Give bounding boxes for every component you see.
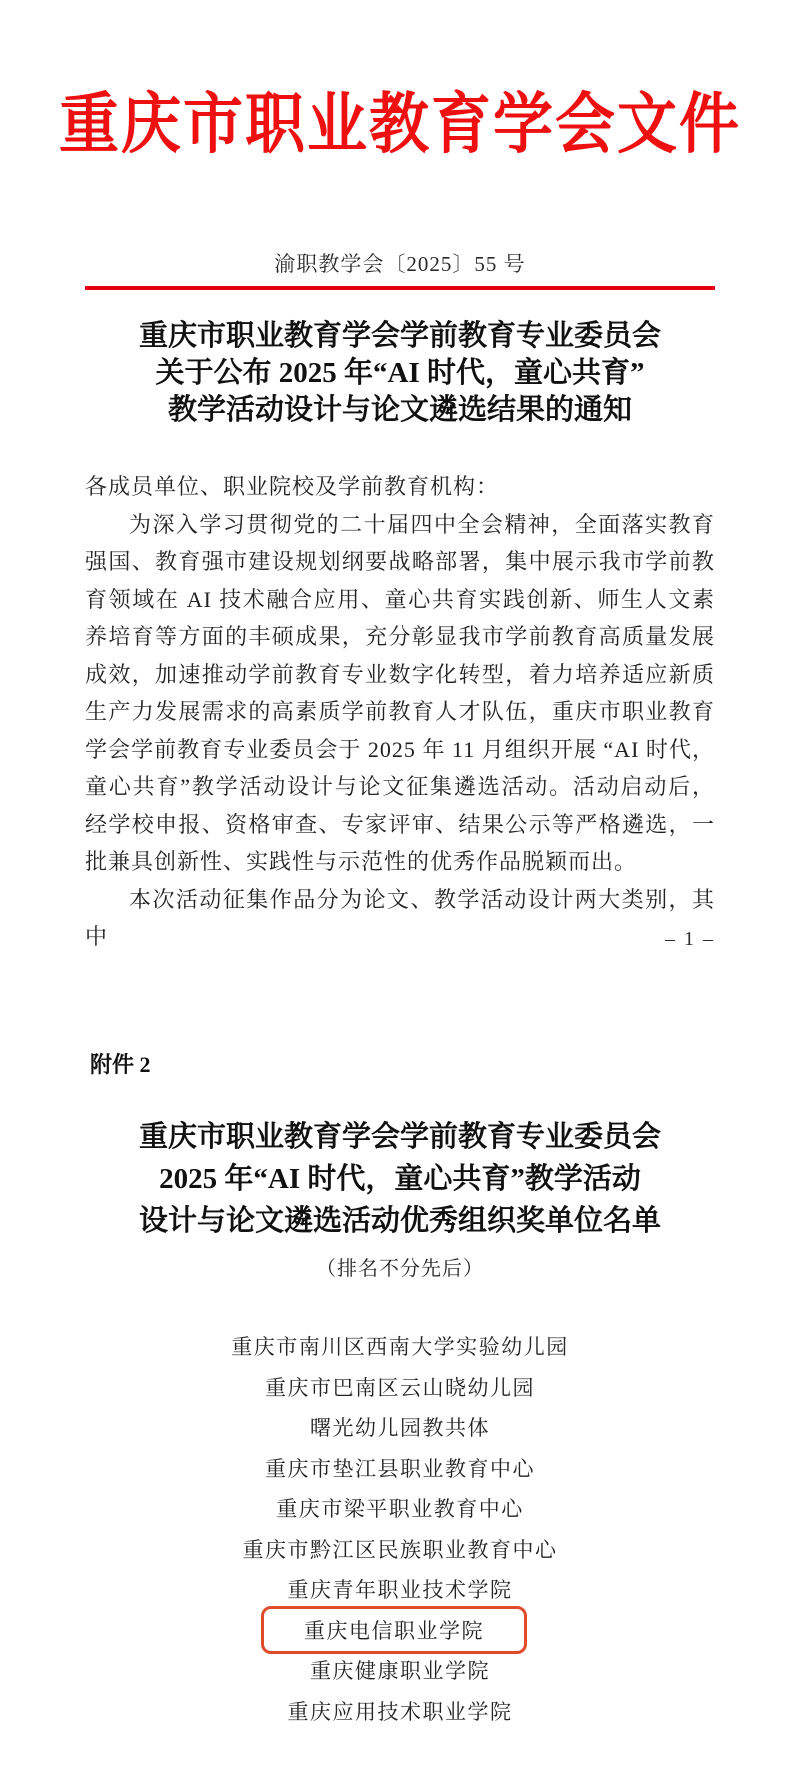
org-name: 重庆市垫江县职业教育中心 bbox=[265, 1456, 535, 1481]
org-list-item-highlighted bbox=[0, 1610, 800, 1651]
attachment-label: 附件 2 bbox=[90, 1052, 151, 1077]
attachment-title-line-1: 重庆市职业教育学会学前教育专业委员会 bbox=[138, 1121, 661, 1153]
salutation: 各成员单位、职业院校及学前教育机构： bbox=[85, 474, 500, 499]
attachment-title bbox=[0, 1116, 800, 1242]
notice-body bbox=[85, 468, 715, 956]
org-list-item bbox=[0, 1448, 800, 1489]
org-list-item bbox=[0, 1367, 800, 1408]
notice-title-line-3: 教学活动设计与论文遴选结果的通知 bbox=[167, 394, 632, 426]
org-name: 曙光幼儿园教共体 bbox=[310, 1416, 490, 1441]
org-name: 重庆电信职业学院 bbox=[304, 1618, 484, 1643]
org-name: 重庆市黔江区民族职业教育中心 bbox=[242, 1537, 558, 1562]
org-list-item bbox=[0, 1488, 800, 1529]
document-number: 渝职教学会〔2025〕55 号 bbox=[274, 252, 526, 276]
body-paragraph-1: 为深入学习贯彻党的二十届四中全会精神，全面落实教育强国、教育强市建设规划纲要战略部署，集中展示我市学前教育领域在 AI 技术融合应用、童心共育实践创新、师生人文素养培育等方面的丰硕成果，充分彰显我市学前教育高质量发展成效，加速推动学前教育专业数字化转型，着力培养适应新质生产力发展需求的高素质学前教育人才队伍，重庆市职业教育学会学前教育专业委员会于 2025 年 11 月组织开展 “AI 时代，童心共育”教学活动设计与论文征集遴选活动。活动启动后，经学校申报、资格审查、专家评审、结果公示等严格遴选，一批兼具创新性、实践性与示范性的优秀作品脱颖而出。 bbox=[85, 511, 715, 874]
org-name: 重庆市南川区西南大学实验幼儿园 bbox=[231, 1335, 569, 1360]
body-paragraph-2: 本次活动征集作品分为论文、教学活动设计两大类别，其中 bbox=[85, 886, 715, 949]
attachment-title-line-3: 设计与论文遴选活动优秀组织奖单位名单 bbox=[138, 1205, 661, 1237]
org-name: 重庆应用技术职业学院 bbox=[287, 1699, 513, 1724]
attachment-title-line-2: 2025 年“AI 时代，童心共育”教学活动 bbox=[159, 1163, 641, 1195]
red-letterhead-title: 重庆市职业教育学会文件 bbox=[59, 88, 741, 161]
page-number: – 1 – bbox=[665, 928, 715, 950]
red-divider-rule bbox=[85, 286, 715, 290]
notice-title-line-1: 重庆市职业教育学会学前教育专业委员会 bbox=[138, 320, 661, 352]
org-name: 重庆市巴南区云山晓幼儿园 bbox=[265, 1375, 535, 1400]
org-list-item bbox=[0, 1569, 800, 1610]
notice-title-line-2: 关于公布 2025 年“AI 时代，童心共育” bbox=[155, 357, 645, 389]
award-organization-list bbox=[0, 1326, 800, 1731]
org-name: 重庆健康职业学院 bbox=[310, 1659, 490, 1684]
org-list-item bbox=[0, 1529, 800, 1570]
red-highlight-box bbox=[261, 1606, 527, 1654]
org-name: 重庆青年职业技术学院 bbox=[287, 1578, 513, 1603]
attachment-subtitle: （排名不分先后） bbox=[316, 1258, 484, 1280]
org-name: 重庆市梁平职业教育中心 bbox=[276, 1497, 524, 1522]
org-list-item bbox=[0, 1691, 800, 1732]
org-list-item bbox=[0, 1326, 800, 1367]
org-list-item bbox=[0, 1650, 800, 1691]
notice-title bbox=[0, 318, 800, 429]
org-list-item bbox=[0, 1407, 800, 1448]
